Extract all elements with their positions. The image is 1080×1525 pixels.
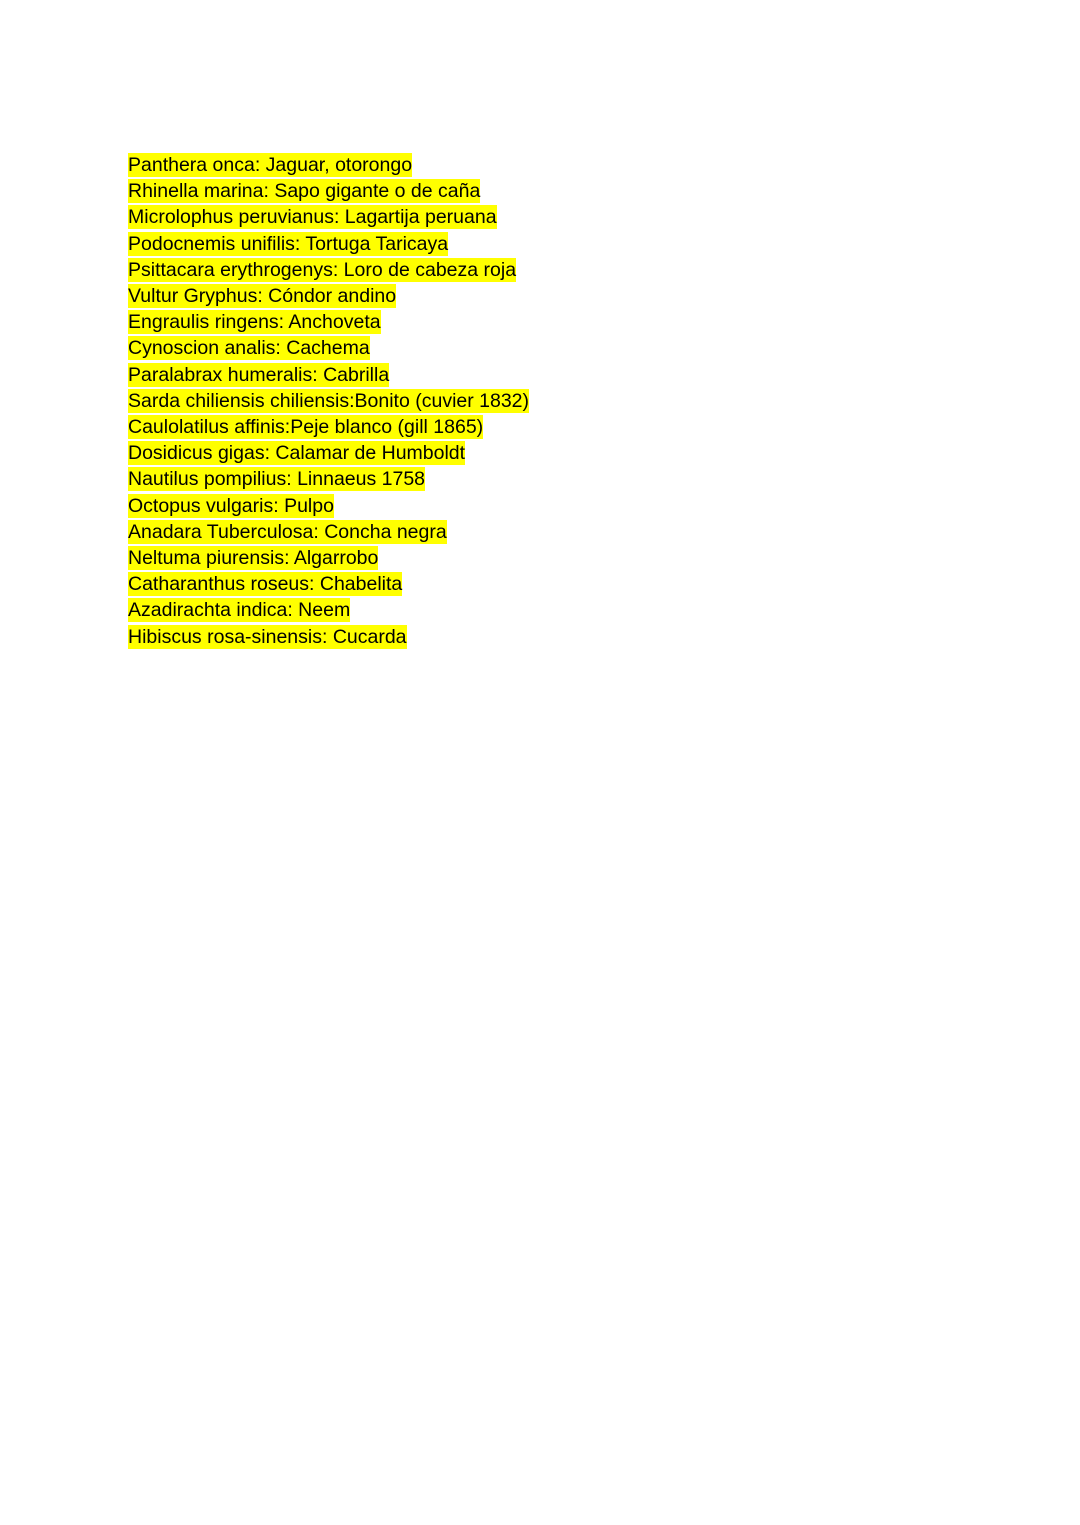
- list-item-text: Microlophus peruvianus: Lagartija peruana: [128, 206, 497, 229]
- list-item-text: Vultur Gryphus: Cóndor andino: [128, 285, 397, 308]
- list-item: [128, 178, 958, 204]
- list-item: [128, 466, 958, 492]
- list-item-text: Engraulis ringens: Anchoveta: [128, 311, 381, 334]
- list-item: [128, 440, 958, 466]
- list-item: [128, 624, 958, 650]
- list-item: [128, 388, 958, 414]
- list-item-text: Sarda chiliensis chiliensis:Bonito (cuvier 1832): [128, 389, 530, 412]
- list-item: [128, 362, 958, 388]
- list-item-text: Podocnemis unifilis: Tortuga Taricaya: [128, 232, 449, 255]
- list-item-text: Catharanthus roseus: Chabelita: [128, 573, 403, 596]
- list-item-text: Psittacara erythrogenys: Loro de cabeza roja: [128, 258, 517, 281]
- list-item: [128, 519, 958, 545]
- list-item-text: Paralabrax humeralis: Cabrilla: [128, 363, 390, 386]
- list-item-text: Panthera onca: Jaguar, otorongo: [128, 154, 413, 176]
- list-item: [128, 597, 958, 623]
- list-item-text: Hibiscus rosa-sinensis: Cucarda: [128, 625, 407, 648]
- list-item-text: Anadara Tuberculosa: Concha negra: [128, 520, 447, 543]
- list-item: [128, 204, 958, 230]
- list-item-text: Caulolatilus affinis:Peje blanco (gill 1865): [128, 416, 484, 439]
- list-item: [128, 231, 958, 257]
- list-item: [128, 309, 958, 335]
- list-item: [128, 571, 958, 597]
- list-item-text: Cynoscion analis: Cachema: [128, 337, 370, 360]
- list-item: [128, 257, 958, 283]
- list-item-text: Nautilus pompilius: Linnaeus 1758: [128, 468, 426, 491]
- list-item-text: Neltuma piurensis: Algarrobo: [128, 547, 379, 570]
- list-item: [128, 545, 958, 571]
- list-item: [128, 414, 958, 440]
- list-item: [128, 335, 958, 361]
- list-item-text: Rhinella marina: Sapo gigante o de caña: [128, 180, 481, 203]
- list-item: [128, 493, 958, 519]
- list-item-text: Octopus vulgaris: Pulpo: [128, 494, 334, 517]
- species-list: [128, 152, 958, 650]
- list-item-text: Dosidicus gigas: Calamar de Humboldt: [128, 442, 466, 465]
- list-item: [128, 152, 958, 178]
- list-item-text: Azadirachta indica: Neem: [128, 599, 351, 622]
- list-item: [128, 283, 958, 309]
